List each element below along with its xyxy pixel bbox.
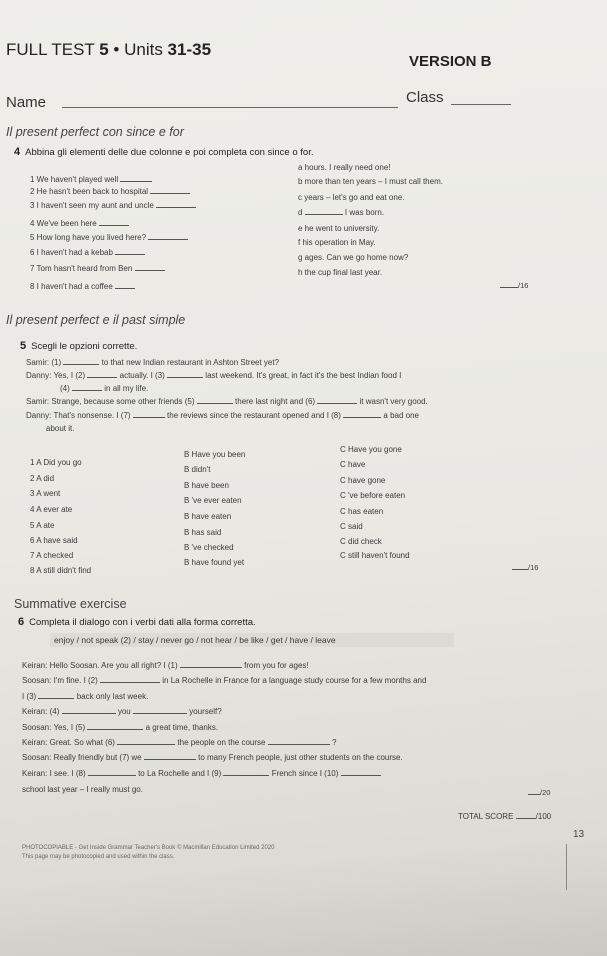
exercise-5-instruction: 5 Scegli le opzioni corrette. xyxy=(20,340,138,352)
test-title: FULL TEST 5 • Units 31-35 xyxy=(6,40,212,59)
ex4-option-h: h the cup final last year. xyxy=(298,268,383,277)
version-label: VERSION B xyxy=(409,53,492,70)
ex5-line-4: Samir: Strange, because some other friends (5) there last night and (6) it wasn't very good. xyxy=(26,397,428,406)
ex6-line-8: Keiran: I see. I (8) to La Rochelle and I (9) French since I (10) xyxy=(22,769,381,778)
ex5-opt-2c: C have xyxy=(340,460,366,469)
ex5-opt-2b: B didn't xyxy=(184,465,211,474)
ex4-option-g: g ages. Can we go home now? xyxy=(298,253,409,262)
ex5-opt-4a: 4 A ever ate xyxy=(30,505,73,514)
section-heading-present-perfect: Il present perfect con since e for xyxy=(6,125,184,139)
ex5-opt-6c: C said xyxy=(340,522,363,531)
total-score: TOTAL SCORE /100 xyxy=(458,812,552,821)
ex5-opt-3a: 3 A went xyxy=(30,489,61,498)
ex6-line-7: Soosan: Really friendly but (7) we to many French people, just other students on the course. xyxy=(22,753,403,762)
exercise-4-instruction: 4 Abbina gli elementi delle due colonne e poi completa con since o for. xyxy=(14,146,314,158)
ex5-opt-7c: C did check xyxy=(340,537,382,546)
ex4-item-1: 1 We haven't played well xyxy=(30,175,152,184)
ex5-opt-5b: B have eaten xyxy=(184,512,232,521)
ex5-opt-3b: B have been xyxy=(184,481,229,490)
class-label: Class xyxy=(406,89,444,106)
ex5-line-1: Samir: (1) to that new Indian restaurant in Ashton Street yet? xyxy=(26,358,280,367)
ex4-option-f: f his operation in May. xyxy=(298,238,376,247)
ex5-opt-4c: C 've before eaten xyxy=(340,491,406,500)
page-number: 13 xyxy=(573,829,585,840)
ex5-opt-8c: C still haven't found xyxy=(340,551,410,560)
ex4-item-6: 6 I haven't had a kebab xyxy=(30,248,145,257)
ex4-item-4: 4 We've been here xyxy=(30,219,129,228)
ex6-score: /20 xyxy=(528,788,550,797)
section-heading-summative: Summative exercise xyxy=(14,597,127,611)
footer-copyright: PHOTOCOPIABLE - Get Inside Grammar Teacher's Book © Macmillan Education Limited 2020 xyxy=(22,845,275,851)
ex5-score: /16 xyxy=(512,563,538,572)
exercise-6-instruction: 6 Completa il dialogo con i verbi dati alla forma corretta. xyxy=(18,616,256,628)
ex4-item-5: 5 How long have you lived here? xyxy=(30,233,188,242)
ex5-opt-8a: 8 A still didn't find xyxy=(30,566,92,575)
section-heading-past-simple: Il present perfect e il past simple xyxy=(6,313,186,327)
ex6-line-1: Keiran: Hello Soosan. Are you all right? I (1) from you for ages! xyxy=(22,661,309,670)
ex5-opt-7b: B 've checked xyxy=(184,543,234,552)
ex5-line-5: Danny: That's nonsense. I (7) the reviews since the restaurant opened and I (8) a bad one xyxy=(26,411,419,420)
ex6-line-4: Keiran: (4) you yourself? xyxy=(22,707,222,716)
ex5-opt-5c: C has eaten xyxy=(340,507,384,516)
ex5-line-2: Danny: Yes, I (2) actually. I (3) last weekend. It's great, in fact it's the best Indian food I xyxy=(26,371,402,380)
ex6-line-5: Soosan: Yes, I (5) a great time, thanks. xyxy=(22,723,219,732)
ex5-opt-1b: B Have you been xyxy=(184,450,246,459)
ex5-opt-4b: B 've ever eaten xyxy=(184,496,242,505)
ex4-item-3: 3 I haven't seen my aunt and uncle xyxy=(30,201,196,210)
ex4-option-e: e he went to university. xyxy=(298,224,380,233)
ex4-option-b: b more than ten years – I must call them. xyxy=(298,177,443,186)
ex6-line-3: I (3) back only last week. xyxy=(22,692,149,701)
page-divider xyxy=(566,844,567,890)
ex4-option-a: a hours. I really need one! xyxy=(298,163,391,172)
footer-photocopy-note: This page may be photocopied and used within the class. xyxy=(22,854,175,860)
ex5-line-3: (4) in all my life. xyxy=(60,384,149,393)
ex6-line-6: Keiran: Great. So what (6) the people on the course ? xyxy=(22,738,337,747)
ex5-opt-2a: 2 A did xyxy=(30,474,55,483)
class-line xyxy=(451,104,511,105)
ex5-opt-6a: 6 A have said xyxy=(30,536,78,545)
word-box: enjoy / not speak (2) / stay / never go / not hear / be like / get / have / leave xyxy=(50,633,454,647)
ex5-opt-1c: C Have you gone xyxy=(340,445,402,454)
ex5-line-6: about it. xyxy=(46,424,75,433)
ex4-item-8: 8 I haven't had a coffee xyxy=(30,282,135,291)
ex5-opt-3c: C have gone xyxy=(340,476,386,485)
ex4-score: /16 xyxy=(500,281,528,290)
ex5-opt-1a: 1 A Did you go xyxy=(30,458,82,467)
name-line xyxy=(62,107,398,108)
name-label: Name xyxy=(6,94,47,111)
ex4-option-c: c years – let's go and eat one. xyxy=(298,193,405,202)
ex6-line-2: Soosan: I'm fine. I (2) in La Rochelle in France for a language study course for a few months and xyxy=(22,676,427,685)
ex5-opt-6b: B has said xyxy=(184,528,222,537)
ex4-item-2: 2 He hasn't been back to hospital xyxy=(30,187,190,196)
ex4-option-d: d I was born. xyxy=(298,208,385,217)
ex6-line-9: school last year – I really must go. xyxy=(22,785,143,794)
ex5-opt-5a: 5 A ate xyxy=(30,521,55,530)
ex5-opt-8b: B have found yet xyxy=(184,558,245,567)
ex4-item-7: 7 Tom hasn't heard from Ben xyxy=(30,264,165,273)
ex5-opt-7a: 7 A checked xyxy=(30,551,74,560)
